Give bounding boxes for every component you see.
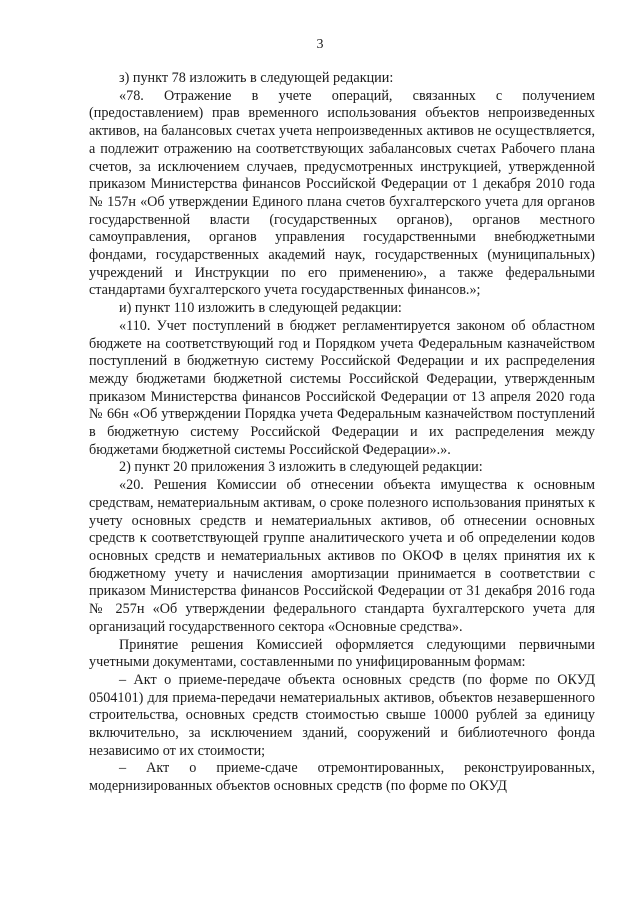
paragraph-commission-decision: Принятие решения Комиссией оформляется следующими первичными учетными документами, составленными по унифицированным формам: (89, 636, 595, 671)
paragraph-act-transfer: – Акт о приеме-передаче объекта основных средств (по форме по ОКУД 0504101) для приема-передачи нематериальных активов, объектов незавершенного строительства, основных средств стоимостью свыше 10000 рублей за единицу включительно, за исключением зданий, сооружений и библиотечного фонда независимо от их стоимости; (89, 671, 595, 759)
paragraph-clause-i: и) пункт 110 изложить в следующей редакции: (119, 300, 402, 317)
paragraph-clause-z: з) пункт 78 изложить в следующей редакции: (119, 70, 394, 86)
paragraph-clause-2: 2) пункт 20 приложения 3 изложить в следующей редакции: (119, 459, 483, 476)
page-number: 3 (316, 37, 324, 52)
paragraph-item-20: «20. Решения Комиссии об отнесении объекта имущества к основным средствам, нематериальным активам, о сроке полезного использования принятых к учету основных средств и нематериальных активов, об отнесении основных средств к соответствующей группе аналитического учета и об определении кодов основных средств и нематериальных активов по ОКОФ в целях принятия их к бюджетному учету и начисления амортизации принимается в соответствии с приказом Министерства финансов Российской Федерации от 31 декабря 2016 года № 257н «Об утверждении федерального стандарта бухгалтерского учета для организаций государственного сектора «Основные средства». (89, 477, 595, 635)
document-body (89, 70, 595, 796)
paragraph-act-repair: – Акт о приеме-сдаче отремонтированных, реконструированных, модернизированных объектов основных средств (по форме по ОКУД (89, 760, 595, 795)
paragraph-item-78: «78. Отражение в учете операций, связанных с получением (предоставлением) прав временного использования объектов непроизведенных активов, на балансовых счетах учета непроизведенных активов не осуществляется, а подлежит отражению на соответствующих забалансовых счетах Рабочего плана счетов, за исключением случаев, предусмотренных инструкцией, утвержденной приказом Министерства финансов Российской Федерации от 1 декабря 2010 года № 157н «Об утверждении Единого плана счетов бухгалтерского учета для органов государственной власти (государственных органов), органов местного самоуправления, органов управления государственными внебюджетными фондами, государственных академий наук, государственных (муниципальных) учреждений и Инструкции по его применению», а также федеральными стандартами бухгалтерского учета государственных финансов.»; (89, 87, 595, 299)
paragraph-item-110: «110. Учет поступлений в бюджет регламентируется законом об областном бюджете на соответствующий год и Порядком учета Федеральным казначейством поступлений в бюджетную систему Российской Федерации и их распределения между бюджетами бюджетной системы Российской Федерации, утвержденным приказом Министерства финансов Российской Федерации от 13 апреля 2020 года № 66н «Об утверждении Порядка учета Федеральным казначейством поступлений в бюджетную систему Российской Федерации и их распределения между бюджетами бюджетной системы Российской Федерации».». (89, 317, 595, 458)
